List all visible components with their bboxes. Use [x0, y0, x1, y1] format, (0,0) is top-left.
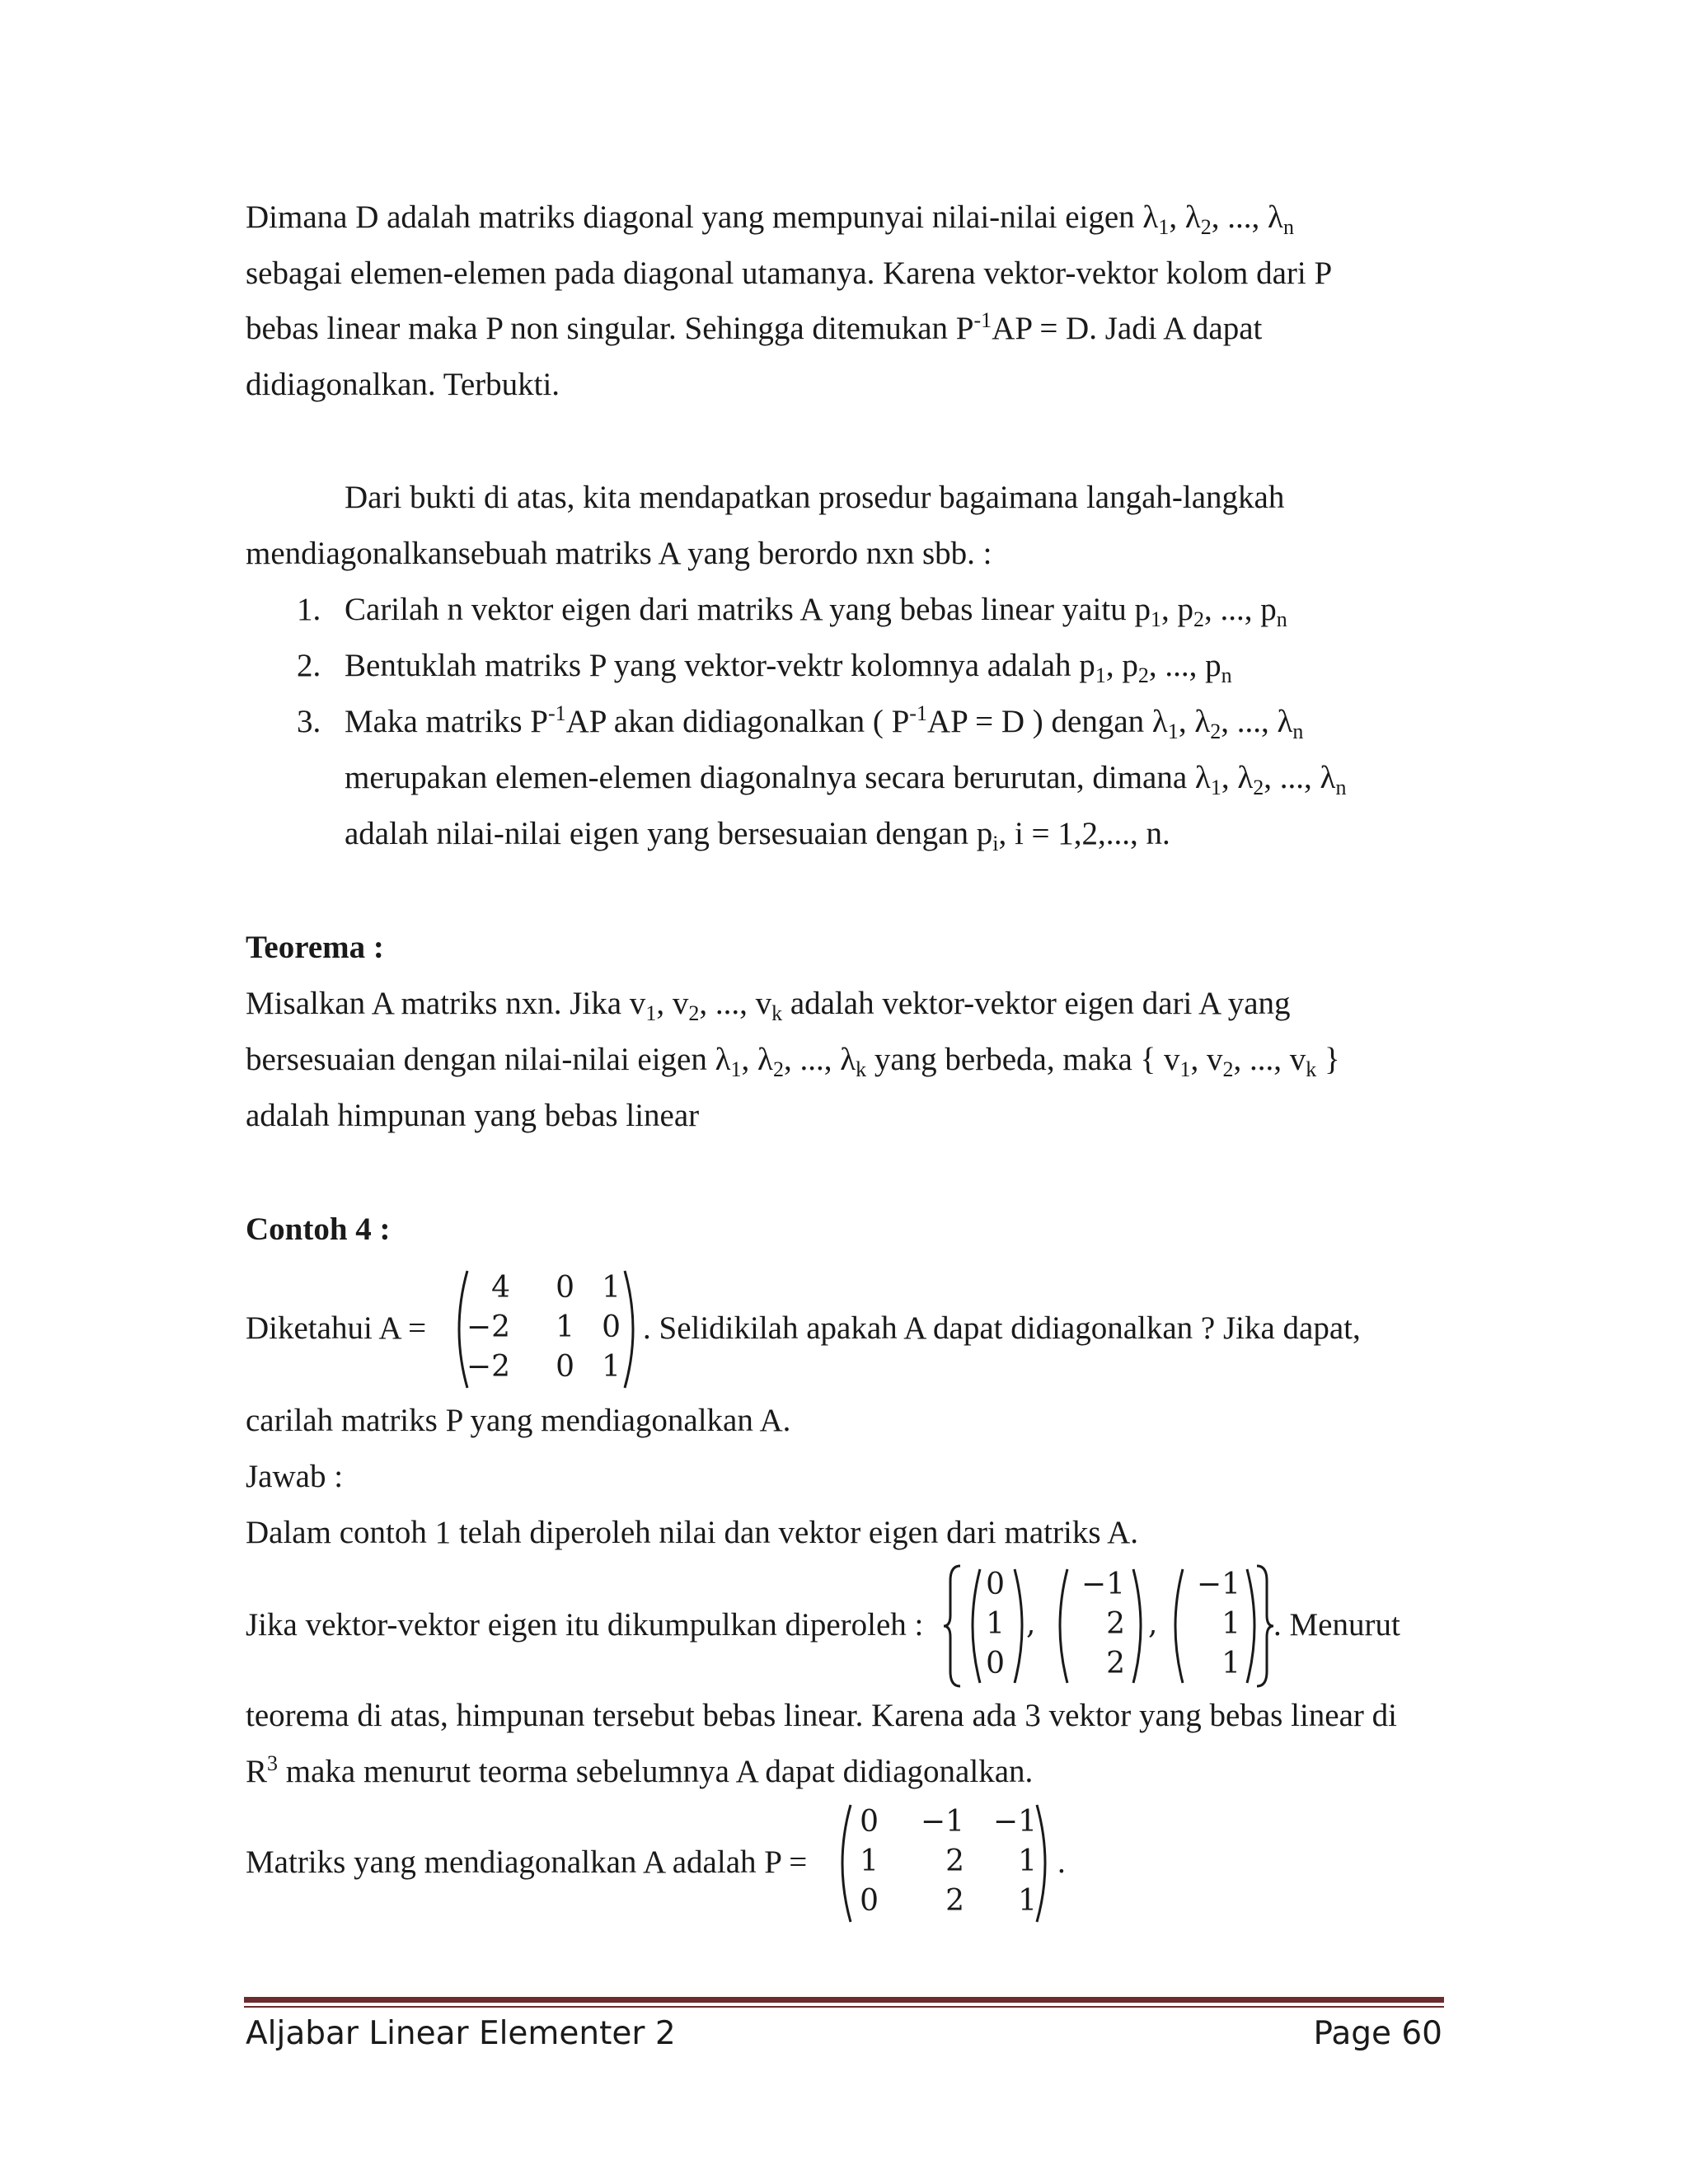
matrix-a-cell: 0 [556, 1271, 574, 1305]
teorema-line3: adalah himpunan yang bebas linear [246, 1098, 700, 1133]
vector-3-cell: −1 [1196, 1568, 1240, 1601]
footer-rule [244, 1997, 1444, 2003]
footer-title: Aljabar Linear Elementer 2 [246, 2015, 676, 2052]
para2-line1: Dari bukti di atas, kita mendapatkan prosedur bagaimana langah-langkah [345, 480, 1285, 515]
footer-rule-thin [244, 2006, 1444, 2008]
matrix-p-period: . [1057, 1844, 1066, 1880]
teorema-line1: Misalkan A matriks nxn. Jika $v_1$, $v_2$, ..., $v_k$ adalah vektor-vektor eigen dari A yang [246, 986, 1291, 1025]
vector-comma: , [1026, 1607, 1036, 1641]
matrix-p-cell: 2 [945, 1884, 964, 1918]
teorema-line2: bersesuaian dengan nilai-nilai eigen $\lambda_1$, $\lambda_2$, ..., $\lambda_k$ yang berbeda, maka { $v_1$, $v_2$, ..., $v_k$ } [246, 1042, 1340, 1081]
matrix-p-cell: 0 [860, 1884, 879, 1918]
list-number-2: 2. [297, 648, 321, 683]
vector-1-cell: 1 [986, 1607, 1005, 1641]
matrix-p-cell: 1 [1018, 1884, 1037, 1918]
vector-3-cell: 1 [1221, 1607, 1240, 1641]
matrix-a-cell: 1 [602, 1350, 621, 1384]
matrix-p-cell: −1 [992, 1805, 1037, 1839]
contoh-line2: carilah matriks P yang mendiagonalkan A. [246, 1403, 791, 1438]
eigenvector-set [944, 1564, 1273, 1688]
diketahui-label: Diketahui A = [246, 1310, 427, 1346]
vector-2-cell: 2 [1106, 1607, 1125, 1641]
vector-1-cell: 0 [986, 1568, 1005, 1601]
para1-line1: Dimana D adalah matriks diagonal yang mempunyai nilai-nilai eigen $\lambda_1$, $\lambda_2$, ..., $\lambda_n$ [246, 199, 1294, 239]
vector-2-cell: 2 [1106, 1647, 1125, 1680]
matrix-p-cell: 1 [860, 1844, 879, 1878]
list-item-2: Bentuklah matriks P yang vektor-vektr kolomnya adalah $p_1$, $p_2$, ..., $p_n$ [345, 648, 1232, 687]
matrix-p [832, 1802, 1055, 1925]
para2-line2: mendiagonalkansebuah matriks A yang berordo nxn sbb. : [246, 536, 992, 571]
matrix-a [449, 1268, 643, 1391]
para1-line2: sebagai elemen-elemen pada diagonal utamanya. Karena vektor-vektor kolom dari P [246, 255, 1333, 291]
matrix-a-cell: 0 [556, 1350, 574, 1384]
matrix-a-cell: 0 [602, 1310, 621, 1344]
matrix-p-cell: −1 [920, 1805, 964, 1839]
vector-comma: , [1148, 1607, 1158, 1641]
list-item-3: Maka matriks $P^{-1}AP$ akan didiagonalkan ( $P^{-1}AP = D$ ) dengan $\lambda_1$, $\lambda_2$, ..., $\lambda_n$ [345, 701, 1304, 743]
jawab-label: Jawab : [246, 1459, 344, 1494]
matrix-a-cell: −2 [466, 1350, 510, 1384]
matrix-a-cell: 4 [491, 1271, 510, 1305]
contoh-line7: $R^3$ maka menurut teorma sebelumnya A dapat didiagonalkan. [246, 1751, 1034, 1789]
vector-2-cell: −1 [1081, 1568, 1125, 1601]
vector-3-cell: 1 [1221, 1647, 1240, 1680]
matrix-p-cell: 1 [1018, 1844, 1037, 1878]
menurut-text: . Menurut [1273, 1607, 1400, 1643]
list-item-1: Carilah n vektor eigen dari matriks A yang bebas linear yaitu $p_1$, $p_2$, ..., $p_n$ [345, 592, 1287, 631]
matrix-p-cell: 0 [860, 1805, 879, 1839]
list-item-3-line3: adalah nilai-nilai eigen yang bersesuaian dengan $p_i$, i = 1,2,..., n. [345, 816, 1170, 855]
contoh-line5: Jika vektor-vektor eigen itu dikumpulkan diperoleh : [246, 1607, 924, 1643]
para1-line3: bebas linear maka P non singular. Sehingga ditemukan $P^{-1}AP = D$. Jadi A dapat [246, 308, 1263, 346]
contoh-line6: teorema di atas, himpunan tersebut bebas linear. Karena ada 3 vektor yang bebas linear di [246, 1698, 1397, 1733]
matrix-a-cell: −2 [466, 1310, 510, 1344]
list-number-1: 1. [297, 592, 321, 627]
teorema-heading: Teorema : [246, 930, 384, 965]
matrix-p-cell: 2 [945, 1844, 964, 1878]
contoh-line4: Dalam contoh 1 telah diperoleh nilai dan vektor eigen dari matriks A. [246, 1515, 1139, 1550]
list-number-3: 3. [297, 704, 321, 739]
vector-1-cell: 0 [986, 1647, 1005, 1680]
footer-page-number: Page 60 [1313, 2015, 1442, 2052]
matrix-a-cell: 1 [602, 1271, 621, 1305]
matrix-a-cell: 1 [556, 1310, 574, 1344]
contoh-line8: Matriks yang mendiagonalkan A adalah P = [246, 1844, 808, 1880]
para1-line4: didiagonalkan. Terbukti. [246, 367, 560, 402]
contoh-heading: Contoh 4 : [246, 1212, 391, 1247]
contoh-question: . Selidikilah apakah A dapat didiagonalkan ? Jika dapat, [643, 1310, 1361, 1346]
list-item-3-line2: merupakan elemen-elemen diagonalnya secara berurutan, dimana $\lambda_1$, $\lambda_2$, ..., $\lambda_n$ [345, 760, 1347, 799]
